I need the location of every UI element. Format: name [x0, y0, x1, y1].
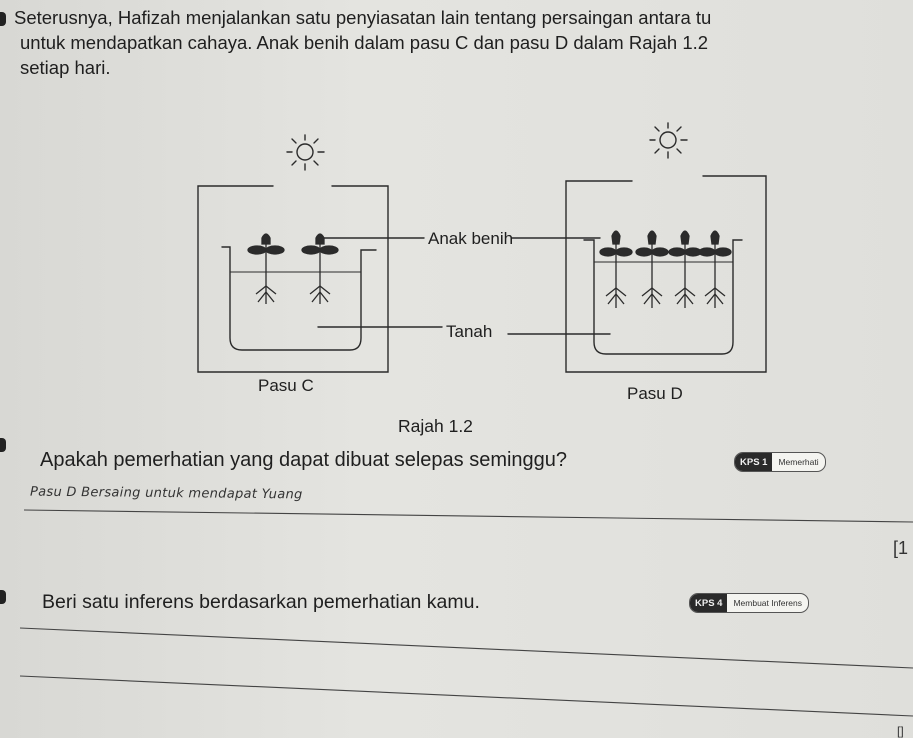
kps-label: Membuat Inferens	[733, 598, 802, 608]
question-bullet	[0, 438, 6, 452]
box-d	[566, 176, 766, 372]
sun-icon-d	[650, 123, 687, 158]
pot-c	[222, 247, 376, 350]
seedlings-pot-c	[248, 234, 338, 304]
intro-line-2: untuk mendapatkan cahaya. Anak benih dalam pasu C dan pasu D dalam Rajah 1.2	[20, 32, 709, 53]
marks-2: []	[897, 724, 904, 738]
question-bullet	[0, 590, 6, 604]
marks-1: [1	[893, 538, 909, 558]
kps-code: KPS 4	[690, 594, 727, 612]
sun-icon-c	[287, 135, 324, 170]
label-seedling: Anak benih	[428, 229, 514, 248]
label-pot-c: Pasu C	[258, 376, 314, 395]
question-2-text: Beri satu inferens berdasarkan pemerhatian kamu.	[42, 591, 480, 613]
seedlings-pot-d	[600, 231, 731, 308]
handwritten-answer-1[interactable]: Pasu D Bersaing untuk mendapat Yuang	[29, 484, 303, 503]
label-pot-d: Pasu D	[627, 384, 683, 403]
intro-line-3: setiap hari.	[20, 57, 111, 78]
kps-badge-1	[734, 452, 826, 472]
kps-label: Memerhati	[778, 457, 819, 467]
question-1-text: Apakah pemerhatian yang dapat dibuat selepas seminggu?	[40, 449, 568, 471]
figure-caption: Rajah 1.2	[398, 416, 473, 436]
intro-line-1: Seterusnya, Hafizah menjalankan satu penyiasatan lain tentang persaingan antara tu	[14, 7, 712, 28]
kps-code: KPS 1	[735, 453, 772, 471]
label-soil: Tanah	[446, 322, 493, 341]
kps-badge-2	[689, 593, 809, 613]
pot-d	[584, 240, 742, 354]
